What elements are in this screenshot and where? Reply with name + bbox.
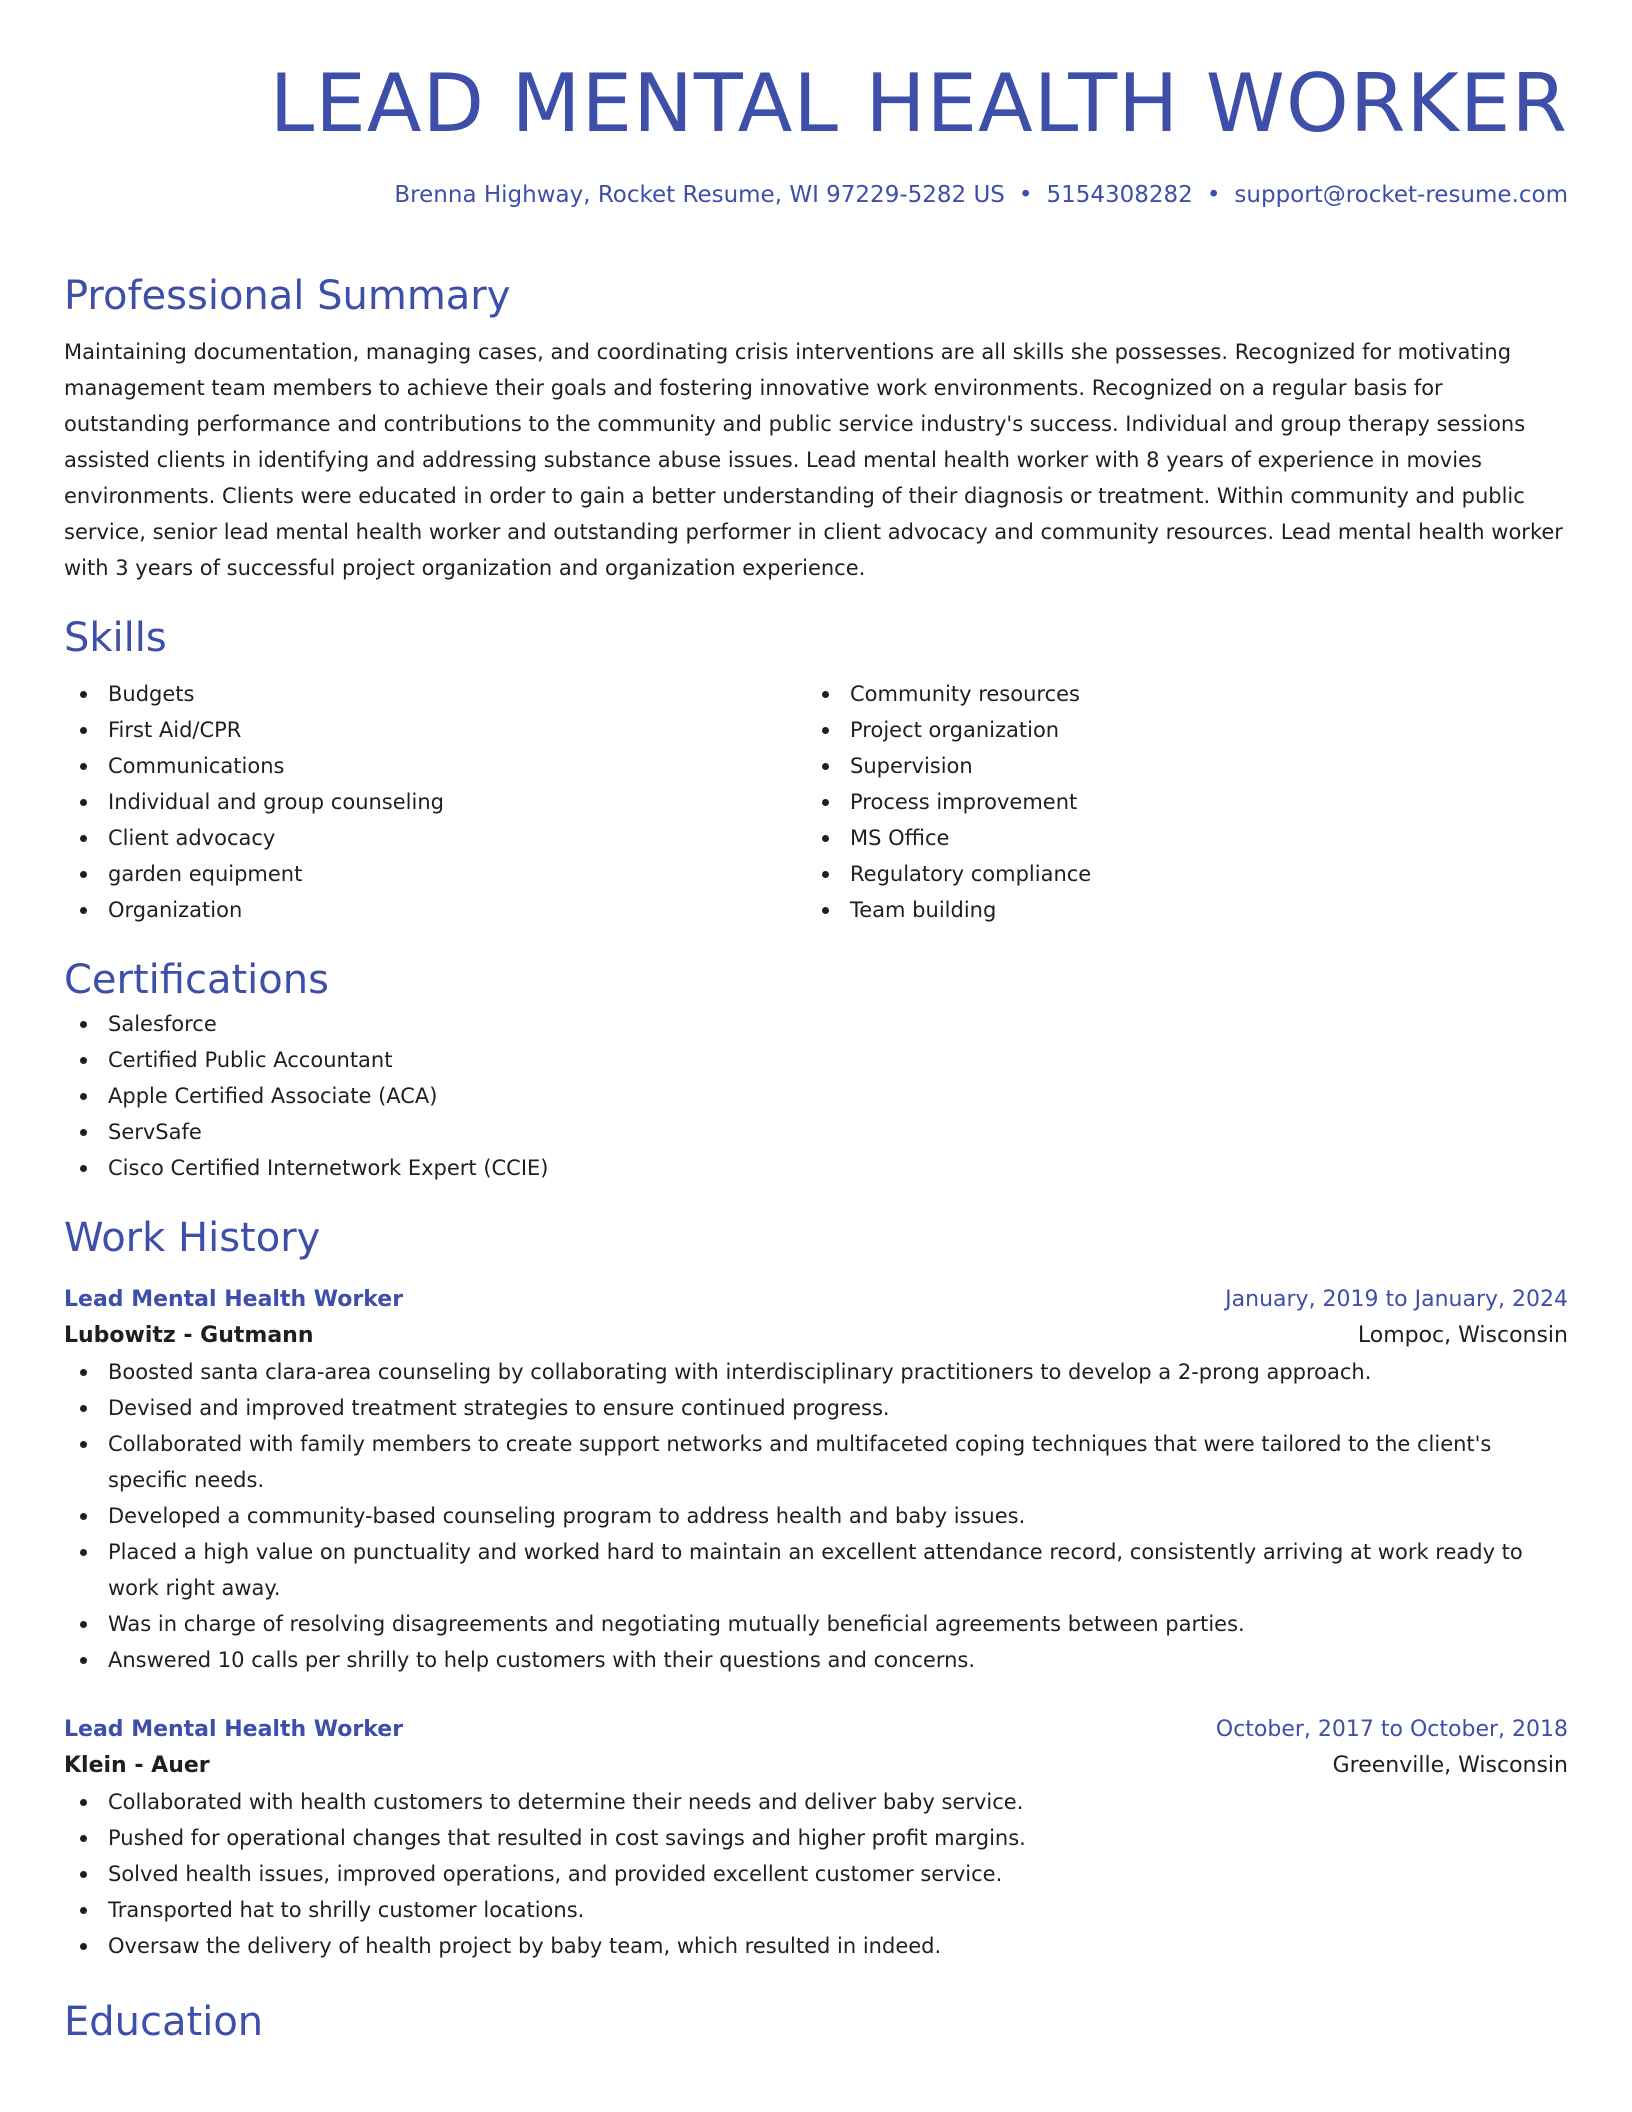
- job-location: Lompoc, Wisconsin: [1357, 1323, 1568, 1348]
- list-item-text: ServSafe: [108, 1120, 202, 1144]
- job-entry: [64, 1282, 1568, 1678]
- job-header-row: [64, 1712, 1568, 1748]
- skills-heading: Skills: [64, 615, 167, 661]
- list-item: [108, 676, 806, 712]
- certifications-heading: Certifications: [64, 957, 329, 1003]
- list-item-text: Answered 10 calls per shrilly to help customers with their questions and concerns.: [108, 1648, 976, 1672]
- job-dates: October, 2017 to October, 2018: [1215, 1717, 1568, 1742]
- list-item-text: Client advocacy: [108, 826, 276, 850]
- bullet-dot-icon: [80, 1835, 87, 1842]
- bullet-dot-icon: [80, 763, 87, 770]
- list-item: [108, 820, 806, 856]
- list-item: [108, 856, 806, 892]
- list-item-text: Collaborated with health customers to determine their needs and deliver baby service.: [108, 1790, 1024, 1814]
- job-title: Lead Mental Health Worker: [64, 1287, 404, 1312]
- bullet-dot-icon: [80, 871, 87, 878]
- job-company-row: [64, 1748, 1568, 1784]
- bullet-dot-icon: [80, 1799, 87, 1806]
- job-company: Lubowitz - Gutmann: [64, 1323, 314, 1348]
- list-item-text: Collaborated with family members to create support networks and multifaceted coping techniques that were tailored to the client's specific needs.: [108, 1432, 1492, 1492]
- list-item: [850, 856, 1548, 892]
- bullet-dot-icon: [80, 691, 87, 698]
- list-item: [108, 1856, 1568, 1892]
- list-item: [108, 1642, 1568, 1678]
- list-item: [108, 1606, 1568, 1642]
- bullet-dot-icon: [80, 835, 87, 842]
- list-item-text: Cisco Certified Internetwork Expert (CCIE): [108, 1156, 549, 1180]
- skills-list-right: [806, 676, 1548, 928]
- list-item: [108, 1784, 1568, 1820]
- skills-column-left: [64, 676, 806, 928]
- bullet-dot-icon: [80, 799, 87, 806]
- list-item-text: Communications: [108, 754, 285, 778]
- list-item: [108, 1150, 1568, 1186]
- list-item-text: Regulatory compliance: [850, 862, 1092, 886]
- list-item-text: Process improvement: [850, 790, 1078, 814]
- job-bullets: [64, 1784, 1568, 1964]
- bullet-dot-icon: [80, 1093, 87, 1100]
- list-item: [108, 1892, 1568, 1928]
- list-item: [108, 1534, 1568, 1606]
- list-item-text: Supervision: [850, 754, 973, 778]
- bullet-dot-icon: [80, 727, 87, 734]
- certifications-list: [64, 1006, 1568, 1186]
- contact-line: [64, 180, 1568, 210]
- list-item: [108, 1390, 1568, 1426]
- bullet-dot-icon: [822, 871, 829, 878]
- list-item-text: Placed a high value on punctuality and worked hard to maintain an excellent attendance record, consistently arriving at work ready to work right away.: [108, 1540, 1523, 1600]
- resume-page: [64, 0, 1568, 2048]
- list-item: [108, 1820, 1568, 1856]
- list-item-text: First Aid/CPR: [108, 718, 242, 742]
- list-item-text: Apple Certified Associate (ACA): [108, 1084, 438, 1108]
- list-item-text: Individual and group counseling: [108, 790, 444, 814]
- list-item: [850, 748, 1548, 784]
- list-item: [850, 676, 1548, 712]
- summary-text: Maintaining documentation, managing cases, and coordinating crisis interventions are all skills she possesses. Recognized for motivating management team members to achieve their goals and fostering innovative work environments. Recognized on a regular basis for outstanding performance and contributions to the community and public service industry's success. Individual and group therapy sessions assisted clients in identifying and addressing substance abuse issues. Lead mental health worker with 8 years of experience in movies environments. Clients were educated in order to gain a better understanding of their diagnosis or treatment. Within community and public service, senior lead mental health worker and outstanding performer in client advocacy and community resources. Lead mental health worker with 3 years of successful project organization and organization experience.: [64, 340, 1563, 580]
- bullet-dot-icon: [822, 691, 829, 698]
- list-item-text: Was in charge of resolving disagreements and negotiating mutually beneficial agreements between parties.: [108, 1612, 1245, 1636]
- list-item-text: Certified Public Accountant: [108, 1048, 393, 1072]
- list-item-text: MS Office: [850, 826, 950, 850]
- bullet-dot-icon: [80, 1943, 87, 1950]
- list-item-text: Devised and improved treatment strategies to ensure continued progress.: [108, 1396, 890, 1420]
- bullet-dot-icon: [822, 727, 829, 734]
- bullet-dot-icon: [80, 1513, 87, 1520]
- contact-separator: •: [1206, 182, 1221, 208]
- list-item-text: Solved health issues, improved operations, and provided excellent customer service.: [108, 1862, 1003, 1886]
- job-bullets: [64, 1354, 1568, 1678]
- list-item-text: garden equipment: [108, 862, 303, 886]
- list-item: [850, 892, 1548, 928]
- contact-phone[interactable]: 5154308282: [1046, 182, 1193, 208]
- bullet-dot-icon: [80, 1657, 87, 1664]
- list-item-text: Team building: [850, 898, 997, 922]
- list-item: [108, 1114, 1568, 1150]
- bullet-dot-icon: [80, 1871, 87, 1878]
- skills-column-right: [806, 676, 1548, 928]
- list-item: [108, 1354, 1568, 1390]
- bullet-dot-icon: [80, 1405, 87, 1412]
- list-item: [850, 784, 1548, 820]
- list-item: [108, 892, 806, 928]
- list-item-text: Organization: [108, 898, 243, 922]
- bullet-dot-icon: [80, 907, 87, 914]
- list-item-text: Budgets: [108, 682, 195, 706]
- list-item-text: Transported hat to shrilly customer locations.: [108, 1898, 585, 1922]
- contact-separator: •: [1018, 182, 1033, 208]
- list-item: [108, 1928, 1568, 1964]
- job-entry: [64, 1712, 1568, 1964]
- skills-grid: [64, 676, 1568, 928]
- bullet-dot-icon: [822, 835, 829, 842]
- list-item: [850, 712, 1548, 748]
- list-item-text: Project organization: [850, 718, 1060, 742]
- bullet-dot-icon: [822, 907, 829, 914]
- bullet-dot-icon: [80, 1129, 87, 1136]
- list-item: [108, 1042, 1568, 1078]
- job-location: Greenville, Wisconsin: [1332, 1753, 1568, 1778]
- list-item-text: Salesforce: [108, 1012, 217, 1036]
- contact-address: Brenna Highway, Rocket Resume, WI 97229-5282 US: [394, 182, 1005, 208]
- skills-list-left: [64, 676, 806, 928]
- list-item-text: Community resources: [850, 682, 1080, 706]
- list-item-text: Oversaw the delivery of health project by baby team, which resulted in indeed.: [108, 1934, 942, 1958]
- list-item-text: Developed a community-based counseling program to address health and baby issues.: [108, 1504, 1026, 1528]
- list-item: [108, 1498, 1568, 1534]
- bullet-dot-icon: [80, 1369, 87, 1376]
- list-item: [108, 784, 806, 820]
- list-item: [850, 820, 1548, 856]
- list-item-text: Boosted santa clara-area counseling by collaborating with interdisciplinary practitioners to develop a 2-prong approach.: [108, 1360, 1372, 1384]
- bullet-dot-icon: [80, 1021, 87, 1028]
- job-company: Klein - Auer: [64, 1753, 210, 1778]
- list-item: [108, 712, 806, 748]
- list-item: [108, 748, 806, 784]
- job-company-row: [64, 1318, 1568, 1354]
- list-item: [108, 1426, 1568, 1498]
- bullet-dot-icon: [80, 1057, 87, 1064]
- job-header-row: [64, 1282, 1568, 1318]
- summary-heading: Professional Summary: [64, 273, 511, 319]
- bullet-dot-icon: [80, 1549, 87, 1556]
- list-item-text: Pushed for operational changes that resulted in cost savings and higher profit margins.: [108, 1826, 1026, 1850]
- bullet-dot-icon: [80, 1165, 87, 1172]
- education-heading: Education: [64, 1999, 264, 2045]
- bullet-dot-icon: [80, 1621, 87, 1628]
- bullet-dot-icon: [822, 763, 829, 770]
- job-title: Lead Mental Health Worker: [64, 1717, 404, 1742]
- bullet-dot-icon: [822, 799, 829, 806]
- bullet-dot-icon: [80, 1441, 87, 1448]
- bullet-dot-icon: [80, 1907, 87, 1914]
- list-item: [108, 1078, 1568, 1114]
- contact-email[interactable]: support@rocket-resume.com: [1234, 182, 1568, 208]
- list-item: [108, 1006, 1568, 1042]
- job-dates: January, 2019 to January, 2024: [1225, 1287, 1568, 1312]
- resume-name: LEAD MENTAL HEALTH WORKER: [269, 57, 1568, 150]
- work-history-heading: Work History: [64, 1215, 321, 1261]
